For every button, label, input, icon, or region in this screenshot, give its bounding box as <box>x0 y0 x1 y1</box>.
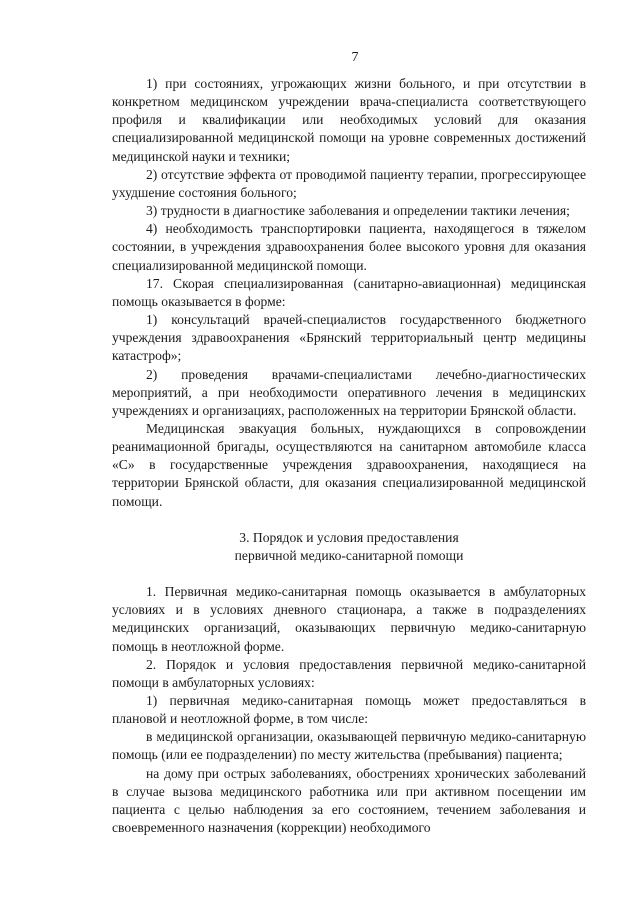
paragraph: 2) отсутствие эффекта от проводимой пациенту терапии, прогрессирующее ухудшение состояния больного; <box>112 166 586 200</box>
paragraph: 2) проведения врачами-специалистами лечебно-диагностических мероприятий, а при необходимости оперативного лечения в медицинских учреждениях и организациях, расположенных на территории Брянской области. <box>112 366 586 418</box>
paragraph: в медицинской организации, оказывающей первичную медико-санитарную помощь (или ее подразделении) по месту жительства (пребывания) пациента; <box>112 729 586 763</box>
paragraph: на дому при острых заболеваниях, обострениях хронических заболеваний в случае вызова медицинского работника или при активном посещении им пациента с целью наблюдения за его состоянием, течением заболевания и своевременного назначения (коррекции) необходимого <box>112 765 586 836</box>
document-body <box>112 75 586 837</box>
paragraph: Медицинская эвакуация больных, нуждающихся в сопровождении реанимационной бригады, осуществляются на санитарном автомобиле класса «С» в государственные учреждения здравоохранения, находящиеся на территории Брянской области, для оказания специализированной медицинской помощи. <box>112 420 586 509</box>
paragraph: 1) при состояниях, угрожающих жизни больного, и при отсутствии в конкретном медицинском учреждении врача-специалиста соответствующего профиля и квалификации или необходимых условий для оказания специализированной медицинской помощи на уровне современных достижений медицинской науки и техники; <box>112 76 586 164</box>
paragraph: 3) трудности в диагностике заболевания и определении тактики лечения; <box>146 203 570 219</box>
paragraph: 2. Порядок и условия предоставления первичной медико-санитарной помощи в амбулаторных условиях: <box>112 656 586 690</box>
page-number: 7 <box>351 50 359 65</box>
paragraph: 1) первичная медико-санитарная помощь может предоставляться в плановой и неотложной форме, в том числе: <box>112 693 586 727</box>
paragraph: 4) необходимость транспортировки пациента, находящегося в тяжелом состоянии, в учреждения здравоохранения более высокого уровня для оказания специализированной медицинской помощи. <box>112 221 586 273</box>
paragraph: 1. Первичная медико-санитарная помощь оказывается в амбулаторных условиях и в условиях дневного стационара, а также в подразделениях медицинских организаций, оказывающих первичную медико-санитарную помощь в неотложной форме. <box>112 584 586 654</box>
paragraph: 1) консультаций врачей-специалистов государственного бюджетного учреждения здравоохранения «Брянский территориальный центр медицины катастроф»; <box>112 312 586 364</box>
section-heading-line1: 3. Порядок и условия предоставления <box>239 529 459 545</box>
section-heading-line2: первичной медико-санитарной помощи <box>234 547 464 563</box>
paragraph: 17. Скорая специализированная (санитарно-авиационная) медицинская помощь оказывается в форме: <box>112 275 586 309</box>
